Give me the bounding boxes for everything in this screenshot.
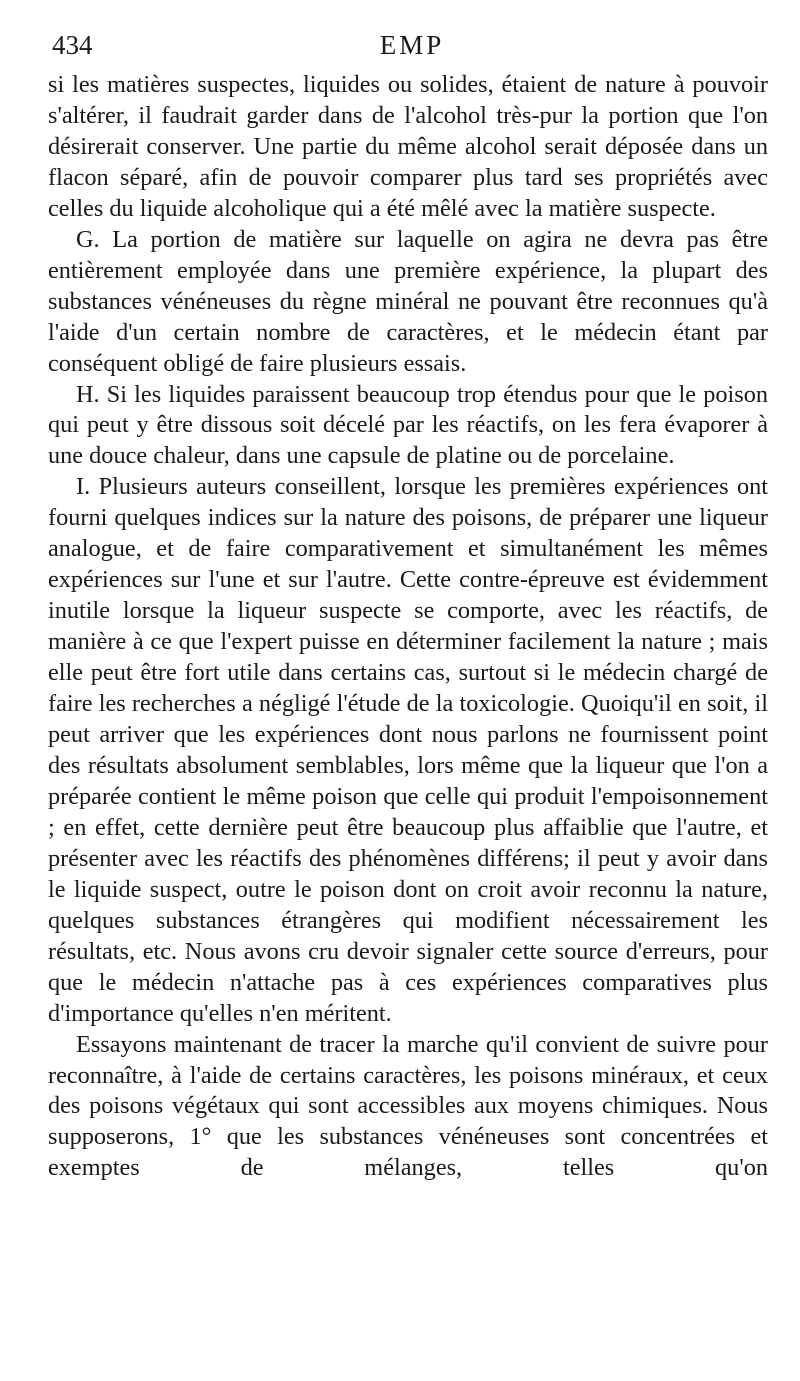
- paragraph-g: G. La portion de matière sur laquelle on agira ne devra pas être entièrement employée dans une première expérience, la plupart des substances vénéneuses du règne minéral ne pouvant être reconnues qu'à l'aide d'un certain nombre de caractères, et le médecin étant par conséquent obligé de faire plusieurs essais.: [48, 225, 768, 377]
- paragraph-i: I. Plusieurs auteurs conseillent, lorsque les premières expériences ont fourni quelques indices sur la nature des poisons, de préparer une liqueur analogue, et de faire comparativement et simultanément les mêmes expériences sur l'une et sur l'autre. Cette contre-épreuve est évidemment inutile lorsque la liqueur suspecte se comporte, avec les réactifs, de manière à ce que l'expert puisse en déterminer facilement la nature ; mais elle peut être fort utile dans certains cas, surtout si le médecin chargé de faire les recherches a négligé l'étude de la toxicologie. Quoiqu'il en soit, il peut arriver que les expériences dont nous parlons ne fournissent point des résultats absolument semblables, lors même que la liqueur que l'on a préparée contient le même poison que celle qui produit l'empoisonnement ; en effet, cette dernière peut être beaucoup plus affaiblie que l'autre, et présenter avec les réactifs des phénomènes différens; il peut y avoir dans le liquide suspect, outre le poison dont on croit avoir reconnu la nature, quelques substances étrangères qui modifient nécessairement les résultats, etc. Nous avons cru devoir signaler cette source d'erreurs, pour que le médecin n'attache pas à ces expériences comparatives plus d'importance qu'elles n'en méritent.: [48, 473, 768, 1027]
- paragraph-essayons: Essayons maintenant de tracer la marche qu'il convient de suivre pour reconnaître, à l'aide de certains caractères, les poisons minéraux, et ceux des poisons végétaux qui sont accessibles aux moyens chimiques. Nous supposerons, 1° que les substances vénéneuses sont concentrées et exemptes de mélanges, telles qu'on: [48, 1030, 768, 1182]
- page-header: [52, 30, 772, 70]
- body-text: [48, 70, 768, 1184]
- running-head: EMP: [379, 30, 445, 60]
- paragraph-continued: si les matières suspectes, liquides ou solides, étaient de nature à pouvoir s'altérer, il faudrait garder dans de l'alcohol très-pur la portion que l'on désirerait conserver. Une partie du même alcohol serait déposée dans un flacon séparé, afin de pouvoir comparer plus tard ses propriétés avec celles du liquide alcoholique qui a été mêlé avec la matière suspecte.: [48, 71, 768, 222]
- page-number: 434: [52, 30, 93, 60]
- paragraph-h: H. Si les liquides paraissent beaucoup trop étendus pour que le poison qui peut y être dissous soit décelé par les réactifs, on les fera évaporer à une douce chaleur, dans une capsule de platine ou de porcelaine.: [48, 380, 768, 470]
